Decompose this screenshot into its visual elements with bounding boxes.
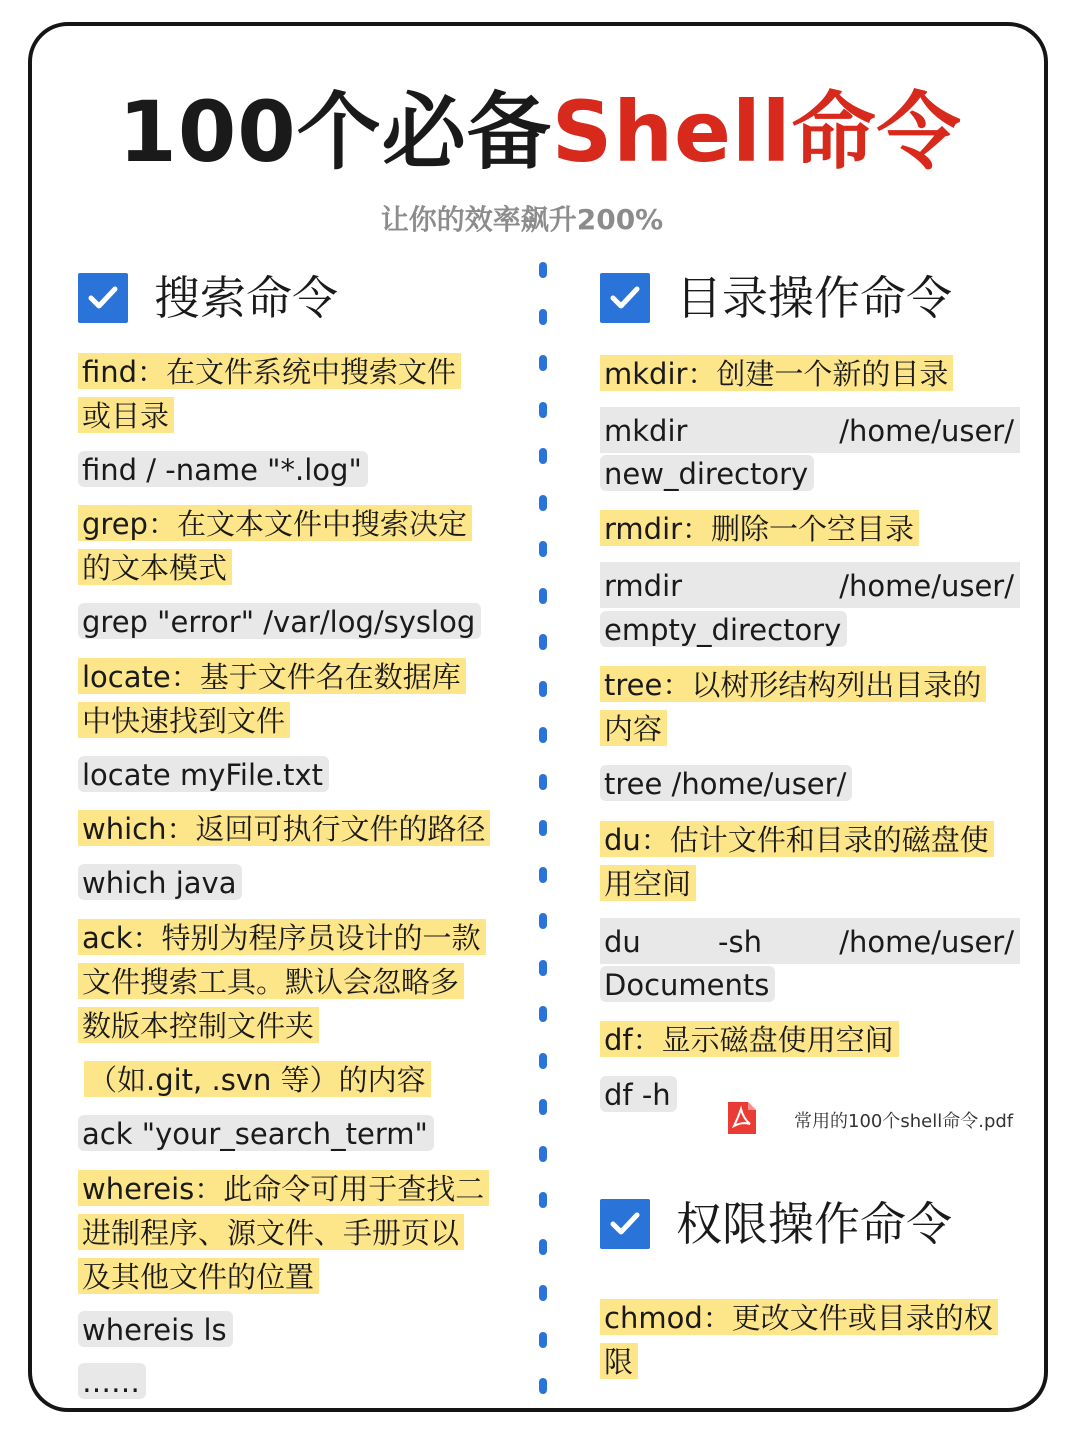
- ellipsis: ……: [78, 1360, 146, 1404]
- pdf-icon: [726, 1100, 758, 1140]
- page-title: [0, 82, 1080, 182]
- list-item: 中快速找到文件: [78, 699, 290, 743]
- command-example: mkdir /home/user/: [600, 407, 1020, 453]
- list-item: 文件搜索工具。默认会忽略多: [78, 960, 464, 1004]
- section-title: 搜索命令: [154, 271, 338, 325]
- divider-dot: [539, 1239, 547, 1255]
- divider-dot: [539, 1053, 547, 1069]
- page-subtitle: 让你的效率飙升200%: [380, 203, 664, 236]
- divider-dot: [539, 448, 547, 464]
- divider-dot: [539, 1378, 547, 1394]
- divider-dot: [539, 913, 547, 929]
- list-item: 限: [600, 1340, 638, 1384]
- list-item: find：在文件系统中搜索文件: [78, 350, 461, 394]
- divider-dot: [539, 262, 547, 278]
- list-item: 及其他文件的位置: [78, 1255, 319, 1299]
- pdf-attachment[interactable]: [726, 1100, 1013, 1140]
- command-example: locate myFile.txt: [78, 753, 329, 797]
- checkbox-icon: [600, 273, 650, 323]
- title-prefix: 100个必备: [118, 83, 552, 181]
- pdf-filename: 常用的100个shell命令.pdf: [794, 1111, 1014, 1132]
- divider-dot: [539, 774, 547, 790]
- list-item: mkdir：创建一个新的目录: [600, 352, 953, 396]
- command-example: rmdir /home/user/: [600, 562, 1020, 608]
- divider-dot: [539, 634, 547, 650]
- divider-dot: [539, 541, 547, 557]
- section-title: 权限操作命令: [676, 1197, 952, 1251]
- divider-dot: [539, 1146, 547, 1162]
- list-item: （如.git, .svn 等）的内容: [84, 1058, 431, 1102]
- command-example: Documents: [600, 963, 775, 1007]
- list-item: ack：特别为程序员设计的一款: [78, 916, 486, 960]
- list-item: df：显示磁盘使用空间: [600, 1018, 899, 1062]
- divider-dot: [539, 727, 547, 743]
- command-example: df -h: [600, 1073, 677, 1117]
- divider-dot: [539, 820, 547, 836]
- column-divider: [538, 262, 550, 1402]
- divider-dot: [539, 588, 547, 604]
- list-item: grep：在文本文件中搜索决定: [78, 502, 472, 546]
- command-example: find / -name "*.log": [78, 448, 368, 492]
- command-example: which java: [78, 861, 242, 905]
- command-example: tree /home/user/: [600, 762, 852, 806]
- divider-dot: [539, 681, 547, 697]
- command-example: grep "error" /var/log/syslog: [78, 600, 481, 644]
- list-item: 用空间: [600, 862, 696, 906]
- command-example: du -sh /home/user/: [600, 918, 1020, 964]
- list-item: which：返回可执行文件的路径: [78, 807, 490, 851]
- list-item: 数版本控制文件夹: [78, 1004, 319, 1048]
- section-search-heading: [78, 268, 338, 328]
- divider-dot: [539, 1099, 547, 1115]
- section-directory-heading: [600, 268, 952, 328]
- divider-dot: [539, 1332, 547, 1348]
- command-example: empty_directory: [600, 608, 847, 652]
- divider-dot: [539, 355, 547, 371]
- list-item: 内容: [600, 707, 667, 751]
- list-item: locate：基于文件名在数据库: [78, 655, 466, 699]
- command-example: ack "your_search_term": [78, 1112, 434, 1156]
- list-item: whereis：此命令可用于查找二: [78, 1167, 489, 1211]
- divider-dot: [539, 1006, 547, 1022]
- list-item: du：估计文件和目录的磁盘使: [600, 818, 994, 862]
- list-item: rmdir：删除一个空目录: [600, 507, 919, 551]
- divider-dot: [539, 1192, 547, 1208]
- list-item: chmod：更改文件或目录的权: [600, 1296, 998, 1340]
- divider-dot: [539, 867, 547, 883]
- divider-dot: [539, 402, 547, 418]
- checkbox-icon: [78, 273, 128, 323]
- divider-dot: [539, 495, 547, 511]
- section-permission-heading: [600, 1194, 952, 1254]
- divider-dot: [539, 1285, 547, 1301]
- title-accent: Shell命令: [551, 83, 962, 181]
- list-item: 或目录: [78, 394, 174, 438]
- command-example: whereis ls: [78, 1308, 233, 1352]
- divider-dot: [539, 309, 547, 325]
- divider-dot: [539, 960, 547, 976]
- list-item: 的文本模式: [78, 546, 232, 590]
- list-item: tree：以树形结构列出目录的: [600, 663, 986, 707]
- command-example: new_directory: [600, 452, 814, 496]
- list-item: 进制程序、源文件、手册页以: [78, 1211, 464, 1255]
- section-title: 目录操作命令: [676, 271, 952, 325]
- checkbox-icon: [600, 1199, 650, 1249]
